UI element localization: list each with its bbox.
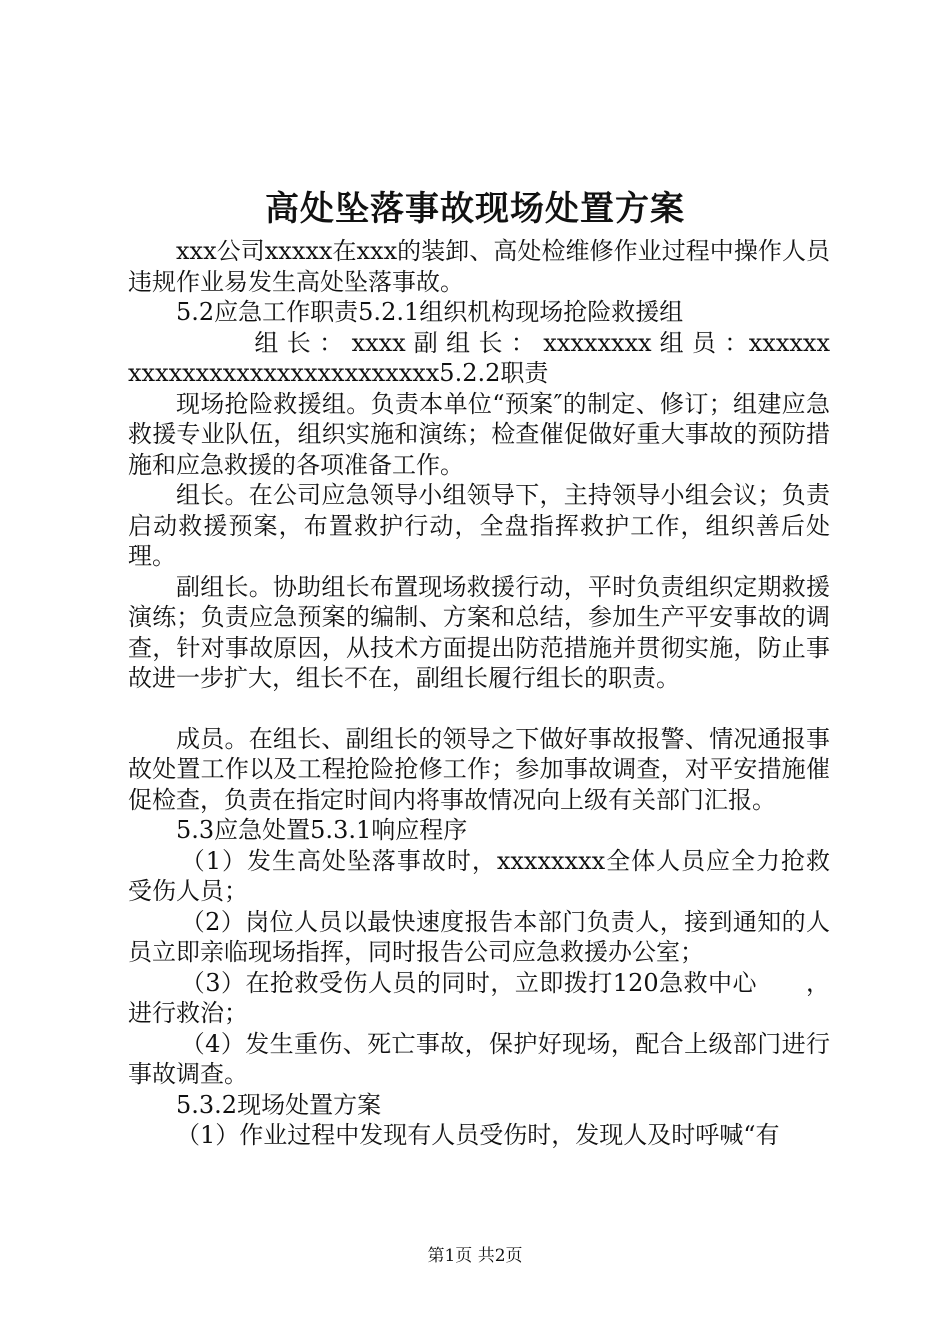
page-footer: 第1页 共2页 [427, 1246, 523, 1266]
paragraph-step-1: （1）发生高处坠落事故时，xxxxxxxx全体人员应全力抢救受伤人员； [128, 846, 830, 905]
paragraph-member: 成员。在组长、副组长的领导之下做好事故报警、情况通报事故处置工作以及工程抢险抢修工作；参加事故调查，对平安措施催促检查，负责在指定时间内将事故情况向上级有关部门汇报。 [128, 724, 830, 814]
paragraph-section-5-2: 5.2应急工作职责5.2.1组织机构现场抢险救援组 [176, 298, 684, 326]
roster-text: 组 长 ： xxxx 副 组 长 ： xxxxxxxx 组 员 ：xxxxxxxxxxxxxxxxxxxxxxxxxxxxx5.2.2职责 [128, 328, 830, 387]
paragraph-gap [128, 694, 830, 724]
paragraph-roster [128, 328, 830, 389]
document-body [128, 236, 830, 1151]
paragraph-plan-1: （1）作业过程中发现有人员受伤时，发现人及时呼喊“有 [176, 1121, 780, 1149]
paragraph-section-5-3: 5.3应急处置5.3.1响应程序 [176, 816, 468, 844]
paragraph-deputy-leader: 副组长。协助组长布置现场救援行动，平时负责组织定期救援演练；负责应急预案的编制、方案和总结，参加生产平安事故的调查，针对事故原因，从技术方面提出防范措施并贯彻实施，防止事故进一步扩大，组长不在，副组长履行组长的职责。 [128, 572, 830, 692]
document-title: 高处坠落事故现场处置方案 [265, 189, 685, 229]
paragraph-step-3: （3）在抢救受伤人员的同时，立即拨打120急救中心 ，进行救治； [128, 968, 830, 1027]
paragraph-section-5-3-2: 5.3.2现场处置方案 [176, 1090, 382, 1119]
paragraph-rescue-team: 现场抢险救援组。负责本单位“预案″的制定、修订；组建应急救援专业队伍，组织实施和演练；检查催促做好重大事故的预防措施和应急救援的各项准备工作。 [128, 389, 830, 479]
paragraph-step-4: （4）发生重伤、死亡事故，保护好现场，配合上级部门进行事故调查。 [128, 1029, 830, 1088]
paragraph-leader: 组长。在公司应急领导小组领导下，主持领导小组会议；负责启动救援预案，布置救护行动，全盘指挥救护工作，组织善后处理。 [128, 481, 830, 570]
paragraph-step-2: （2）岗位人员以最快速度报告本部门负责人，接到通知的人员立即亲临现场指挥，同时报告公司应急救援办公室； [128, 907, 830, 966]
paragraph-intro: xxx公司xxxxx在xxx的装卸、高处检维修作业过程中操作人员违规作业易发生高处坠落事故。 [128, 237, 830, 296]
